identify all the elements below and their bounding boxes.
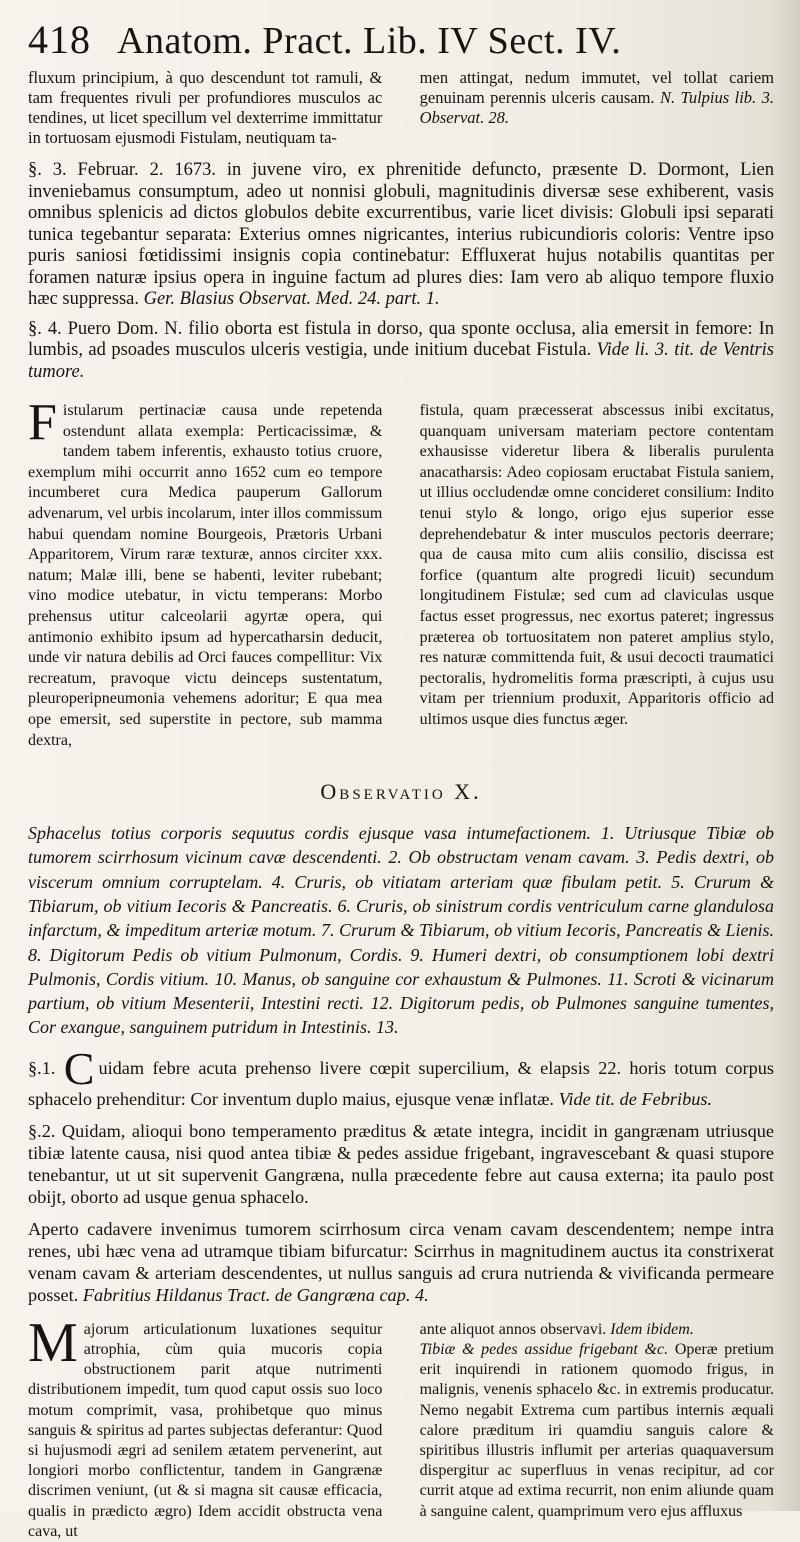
observation-heading: Observatio X. bbox=[320, 779, 482, 805]
bottom-left-column bbox=[28, 1311, 383, 1542]
section-3-reference: Ger. Blasius Observat. Med. 24. part. 1. bbox=[143, 289, 440, 309]
bottom-left-text: ajorum articulationum luxationes sequitur atrophia, cùm quia mucoris copia obstructionem parit atque nutrimenti distributionem impedit, tum quod caput ossis suo loco motum comprimit, vasa, prohibetque quo minus sanguis & spiritus ad partes subjectas deferantur: Quod si hujusmodi ægri ad senilem ætatem pervenerint, aut longiori morbo conflictentur, tandem in Gangrænæ discrimen veniunt, (ut & si magna sit causæ efficacia, qualis in prædicto ægro) Idem accidit obstructa vena cava, ut bbox=[28, 1320, 383, 1540]
top-continuation bbox=[28, 68, 774, 148]
top-right-reference: N. Tulpius lib. 3. Observat. 28. bbox=[419, 88, 775, 127]
initial-letter-c: C bbox=[63, 1042, 95, 1094]
scholium-left-column bbox=[28, 394, 383, 751]
running-title: Anatom. Pract. Lib. IV Sect. IV. bbox=[117, 20, 622, 62]
bottom-columns bbox=[28, 1311, 774, 1542]
top-left-text: fluxum principium, à quo descendunt tot ramuli, & tam frequentes rivuli per profundiores musculos ac tendines, ut licet specillum vel dexterrime immittatur in tortuosam ejusmodi Fistulam, neutiquam ta- bbox=[28, 68, 383, 147]
autopsy-paragraph bbox=[28, 1218, 774, 1306]
bottom-right-reference: Idem ibidem. bbox=[610, 1320, 694, 1338]
section-3 bbox=[28, 160, 774, 311]
autopsy-text: Aperto cadavere invenimus tumorem scirrhosum circa venam cavam descendentem; nempe intra renes, ubi hæc vena ad utramque tibiam bifurcatur: Scirrhus in magnitudinem auctus ita constrixerat venam cavam & arteriam descendentes, ut nullus sanguis ad crura nutrienda & vivificanda permeare posset. bbox=[28, 1218, 774, 1305]
scholium-left-text: istularum pertinaciæ causa unde repetenda ostendunt allata exempla: Perticacissimæ, & tandem tabem inferentis, exhausto totius cruore, exemplum mihi occurrit anno 1652 cum eo tempore incumberet cura Medica pauperum Gallorum advenarum, vel urbis incolarum, inter illos commissum habui quendam nomine Bourgeois, Prætoris Urbani Apparitorem, Virum raræ texturæ, annos circiter xxx. natum; Malæ illi, bene se habenti, leviter rubebant; vino modice utebatur, in victu temperans: Morbo prehensus utitur calceolarii agyrtæ opera, qui antimonio exhibito ipsum ad hypercatharsin deducit, unde vir natura debilis ad Orci fauces compellitur: Vix recreatum, pravoque victu deinceps sustentatum, pleuroperipneumonia vehemens adoritur; E qua mea ope emersit, sed superstite in pectore, sub mamma dextra, bbox=[28, 402, 383, 749]
section-1-label: §.1. bbox=[28, 1057, 56, 1078]
section-4-text: §. 4. Puero Dom. N. filio oborta est fistula in dorso, qua sponte occlusa, alia emersit in femore: In lumbis, ad psoades musculos ulceris vestigia, unde initium ducebat Fistula. bbox=[28, 318, 774, 360]
section-3-text: §. 3. Februar. 2. 1673. in juvene viro, ex phrenitide defuncto, præsente D. Dormont, Lien inveniebamus consumptum, adeo ut nonnisi globuli, magnitudinis diversæ sese exhiberent, vasis omnibus splenicis ad dictos globulos debite excurrentibus, varie licet divisis: Globuli ipsi separati tunica tegebantur separata: Exterius omnes nigricantes, interius rubicundioris coloris: Ventre ipso puris saniosi fœtidissimi insignis copia continebatur: Effluxerat hujus notabilis quantitas per foramen naturæ ipsius opera in inguine factum ad plures dies: Iam vero ab aliquo tempore fluxio hæc suppressa. bbox=[28, 160, 774, 309]
bottom-right-lemma: Tibiæ & pedes assidue frigebant &c. bbox=[419, 1340, 669, 1358]
bottom-right-column bbox=[420, 1320, 774, 1542]
section-1 bbox=[28, 1042, 774, 1110]
bottom-right-first: ante aliquot annos observavi. bbox=[419, 1320, 607, 1338]
drop-cap-m: M bbox=[28, 1311, 78, 1374]
section-2 bbox=[28, 1120, 774, 1208]
scholium-right-column bbox=[420, 401, 774, 751]
page-number: 418 bbox=[28, 17, 91, 62]
autopsy-reference: Fabritius Hildanus Tract. de Gangræna cap. 4. bbox=[82, 1284, 429, 1305]
top-right-column bbox=[420, 68, 774, 148]
running-header bbox=[28, 16, 774, 68]
scholium-columns bbox=[28, 394, 774, 751]
section-4 bbox=[28, 319, 774, 384]
top-left-column bbox=[28, 68, 382, 148]
observation-summary: Sphacelus totius corporis sequutus cordis ejusque vasa intumefactionem. 1. Utriusque Tibiæ ob tumorem scirrhosum vicinum cavæ descendenti. 2. Ob obstructam venam cavam. 3. Pedis dextri, ob viscerum omnium corruptelam. 4. Cruris, ob vitiatam arteriam quæ fibulam petit. 5. Crurum & Tibiarum, ob vitium Iecoris & Pancreatis. 6. Cruris, ob sinistrum cordis ventriculum carne glandulosa infarctum, & impeditum arteriæ motum. 7. Crurum & Tibiarum, ob vitium Iecoris, Pancreatis & Lienis. 8. Digitorum Pedis ob vitium Pulmonum, Cordis. 9. Humeri dextri, ob consumptionem lobi dextri Pulmonis, Cordis vitium. 10. Manus, ob sanguine cor exhaustum & Pulmones. 11. Scroti & vicinarum partium, ob vitium Mesenterii, Intestini recti. 12. Digitorum pedis, ob Pulmones sanguine tumentes, Cor exangue, sanguinem putridum in Intestinis. 13. bbox=[28, 823, 774, 1038]
section-4-reference: Vide li. 3. tit. de Ventris tumore. bbox=[28, 340, 774, 382]
section-2-text: §.2. Quidam, alioqui bono temperamento præditus & ætate integra, incidit in gangrænam utriusque tibiæ latente causa, nisi quod antea tibiæ & pedes assidue frigebant, ingravescebant & quasi stupore tenebantur, ut ut sit supervenit Gangræna, nulla præcedente febre aut causa externa; ita paulo post obijt, oborto ad usque genua sphacelo. bbox=[28, 1120, 774, 1207]
top-right-text: men attingat, nedum immutet, vel tollat cariem genuinam perennis ulceris causam. bbox=[419, 68, 774, 107]
scholium-right-text: fistula, quam præcesserat abscessus inibi excitatus, quanquam universam materiam pectore contentam exhausisse videretur libera & liberalis purulenta anacatharsis: Adeo copiosam eructabat Fistula saniem, ut illius occludendæ omne concideret consilium: Indito tenui stylo & longo, origo ejus superior esse deprehendebatur & inter musculos pectoris deerrare; qua de causa mito cum aliis consilio, discissa est forfice (quantum alte progredi licuit) secundum longitudinem Fistulæ; sed cum ad claviculas usque factus esset progressus, nec exortus pateret; ingressus præterea ob tortuositatem non pateret amplius stylo, res naturæ committenda fuit, & usui decocti traumatici pectoralis, hydromelitis forma præscripti, à cujus usu vitam per triennium produxit, Apparitoris officio ad ultimos usque dies functus æger. bbox=[419, 402, 774, 728]
drop-cap-f: F bbox=[28, 394, 57, 451]
section-1-reference: Vide tit. de Febribus. bbox=[558, 1088, 713, 1109]
section-1-text: uidam febre acuta prehenso livere cœpit supercilium, & elapsis 22. horis totum corpus sphacelo prehenditur: Cor inventum duplo maius, ejusque venæ inflatæ. bbox=[28, 1057, 774, 1109]
bottom-right-text: Operæ pretium erit inquirendi in rationem quomodo frigus, in malignis, venenis sphacelo &c. in extremis producatur. Nemo negabit Extrema cum partibus internis æquali calore præditum iri quamdiu sanguis calore & spiritibus illustris influmit per arterias quaquaversum dispergitur ac superfluus in venas recipitur, ad cor currit atque ad extima recurrit, non enim aliunde quam à sanguine calent, quamprimum vero ejus affluxus bbox=[419, 1340, 774, 1520]
